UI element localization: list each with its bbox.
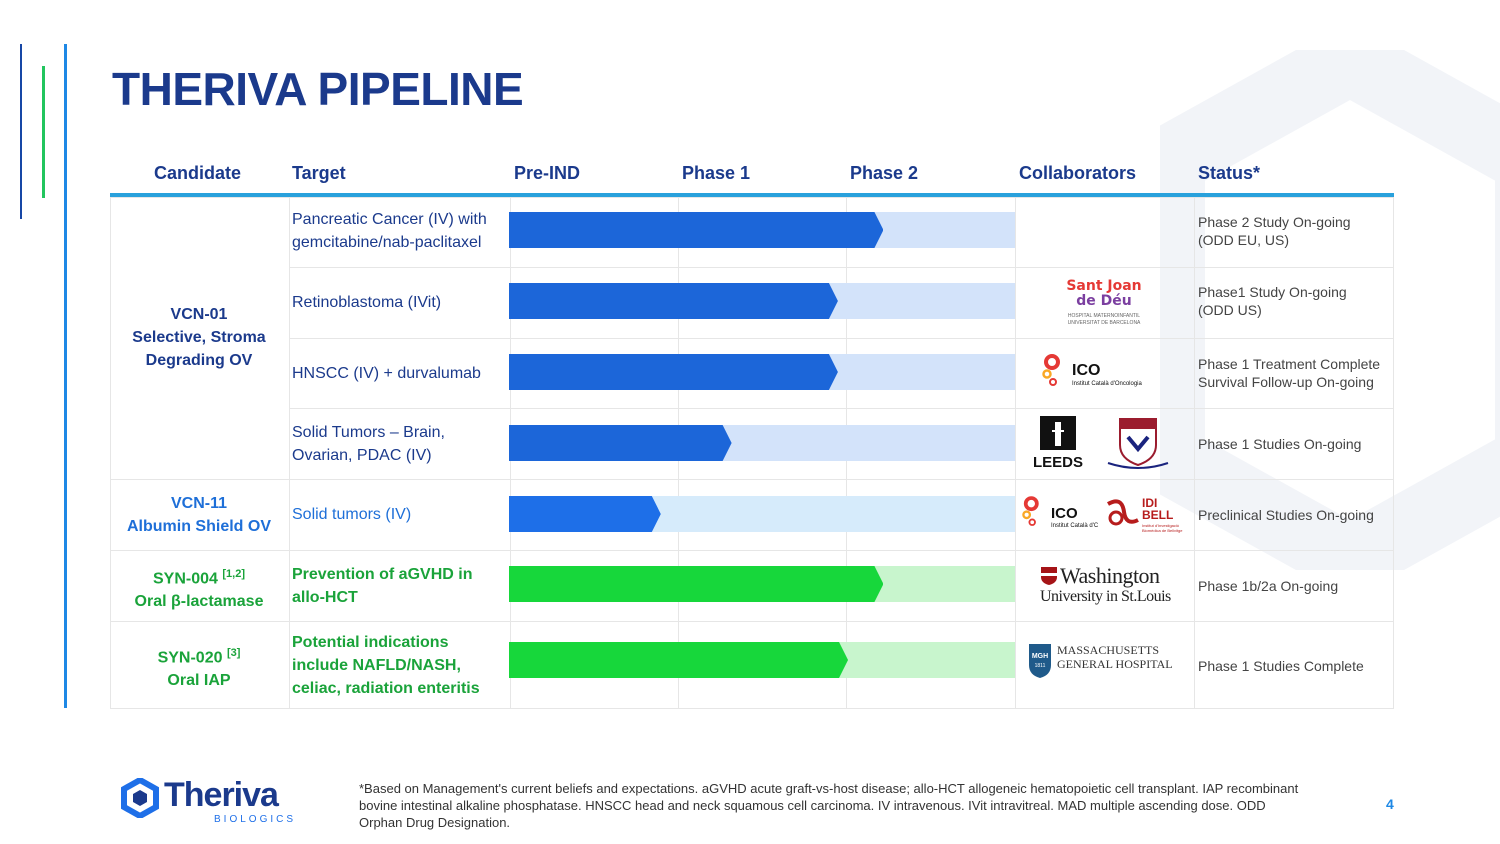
header-collaborators: Collaborators — [1019, 163, 1137, 183]
status-text: Preclinical Studies On-going — [1198, 507, 1374, 523]
status-text: Phase 1 Treatment Complete Survival Follow-up On-going — [1198, 356, 1381, 390]
page-number: 4 — [1386, 796, 1394, 812]
upenn-shield-icon — [1106, 415, 1170, 471]
mgh-shield-icon — [1028, 643, 1052, 679]
washu-shield-icon — [1040, 566, 1058, 586]
pipeline-row: Potential indications include NAFLD/NASH, celiac, radiation enteritis MGH 1811 MASSACHUSETTS GENERAL HOSPITAL Phase 1 Studies Complete — [110, 621, 1394, 709]
progress-track — [509, 354, 1015, 390]
status-text: Phase1 Study On-going (ODD US) — [1198, 284, 1347, 318]
pipeline-row: Prevention of aGVHD in allo-HCT Washington University in St.Louis Phase 1b/2a On-going — [110, 550, 1394, 620]
leeds-tower-icon — [1040, 416, 1076, 450]
header-phase-2: Phase 2 — [850, 163, 919, 183]
theriva-hexagon-icon — [120, 778, 160, 818]
page-title: THERIVA PIPELINE — [112, 63, 524, 115]
progress-track — [509, 212, 1015, 248]
idibell-mark-icon — [1104, 498, 1140, 528]
progress-bar — [509, 566, 883, 602]
sant-joan-de-deu-logo: Sant Joan de Déu HOSPITAL MATERNOINFANTIL UNIVERSITAT DE BARCELONA — [1066, 278, 1142, 326]
progress-bar — [509, 212, 883, 248]
pipeline-row — [110, 408, 1394, 478]
candidate-syn-020: SYN-020 [3] Oral IAP — [157, 647, 241, 690]
status-text: Phase 1b/2a On-going — [1198, 578, 1339, 594]
candidate-vcn-01: VCN-01 Selective, Stroma Degrading OV — [132, 306, 266, 369]
target-label: Retinoblastoma (IVit) — [292, 294, 442, 311]
accent-line — [64, 44, 67, 708]
header-phase-1: Phase 1 — [682, 163, 751, 183]
pipeline-row — [110, 197, 1394, 267]
status-text: Phase 2 Study On-going (ODD EU, US) — [1198, 214, 1351, 248]
target-label: Pancreatic Cancer (IV) with gemcitabine/nab-paclitaxel — [292, 211, 487, 251]
progress-track — [509, 496, 1015, 532]
target-label: Prevention of aGVHD in allo-HCT — [292, 566, 473, 606]
progress-bar — [509, 354, 838, 390]
progress-bar — [509, 496, 661, 532]
target-label: Potential indications include NAFLD/NASH, celiac, radiation enteritis — [292, 634, 480, 697]
ico-mark-icon — [1042, 354, 1070, 388]
ico-mark-icon — [1022, 496, 1048, 528]
header-candidate: Candidate — [154, 163, 242, 183]
progress-bar — [509, 642, 848, 678]
header-status: Status* — [1198, 163, 1261, 183]
accent-line — [20, 44, 22, 219]
progress-bar — [509, 425, 732, 461]
header-target: Target — [292, 163, 346, 183]
status-text: Phase 1 Studies On-going — [1198, 436, 1362, 452]
target-label: Solid tumors (IV) — [292, 506, 412, 523]
target-label: Solid Tumors – Brain, Ovarian, PDAC (IV) — [292, 424, 445, 464]
progress-bar — [509, 283, 838, 319]
candidate-vcn-11: VCN-11 Albumin Shield OV — [126, 495, 271, 535]
accent-line — [42, 66, 45, 198]
status-text: Phase 1 Studies Complete — [1198, 658, 1364, 674]
footnote: *Based on Management's current beliefs and expectations. aGVHD acute graft-vs-host disease; allo-HCT allogeneic hematopoietic cell transplant. IAP recombinant bovine intestinal alkaline phosphatase. HNSCC head and neck squamous cell carcinoma. IV intravenous. IVit intravitreal. MAD multiple ascending dose. ODD Orphan Drug Designation. — [359, 781, 1299, 830]
progress-track — [509, 425, 1015, 461]
candidate-syn-004: SYN-004 [1,2] Oral β-lactamase — [134, 568, 264, 611]
pipeline-row — [110, 267, 1394, 337]
header-pre-ind: Pre-IND — [514, 163, 581, 183]
pipeline-table-header — [110, 155, 1394, 197]
leeds-logo: LEEDS — [1032, 416, 1084, 471]
target-label: HNSCC (IV) + durvalumab — [292, 365, 481, 382]
progress-track — [509, 566, 1015, 602]
progress-track — [509, 283, 1015, 319]
progress-track — [509, 642, 1015, 678]
pipeline-row: HNSCC (IV) + durvalumab ICO Institut Català d'Oncologia Phase 1 Treatment Complete Survival Follow-up On-going — [292, 356, 1381, 390]
pipeline-row: Solid tumors (IV) ICO Institut Català d'C IDI BELL Institut d'Investigació Biomèdica de Bellvitge Preclinical Studies On-going — [292, 496, 1374, 533]
